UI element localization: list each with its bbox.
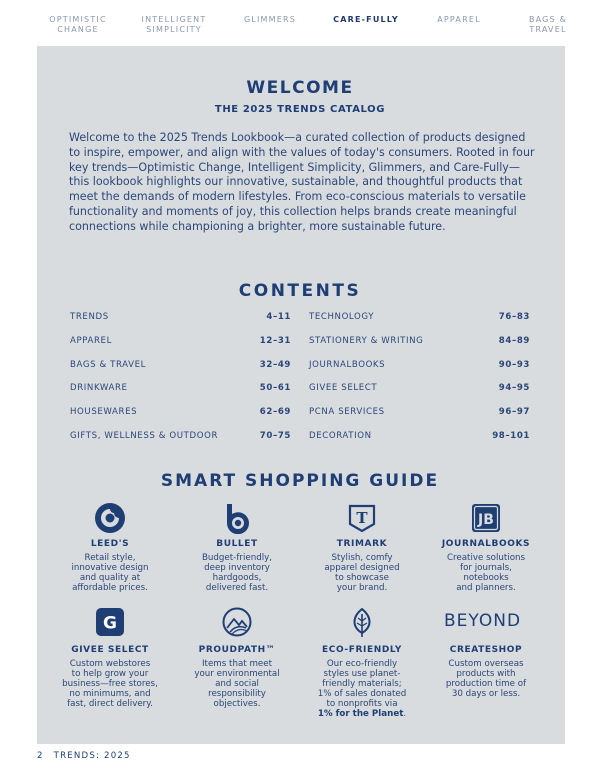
- toc-label: GIVEE SELECT: [309, 383, 378, 393]
- toc-label: BAGS & TRAVEL: [70, 360, 146, 370]
- proudpath-logo-icon: [221, 606, 253, 638]
- toc-pages: 90–93: [498, 360, 530, 370]
- toc-pages: 94–95: [498, 383, 530, 393]
- beyond-wordmark: BEYOND: [444, 611, 522, 631]
- guide-desc-bullet: Budget-friendly, deep inventory hardgoods, delivered fast.: [201, 553, 273, 593]
- toc-pages: 70–75: [259, 431, 291, 441]
- toc-label: DECORATION: [309, 431, 372, 441]
- nav-item-bags-travel[interactable]: BAGS & TRAVEL: [528, 15, 568, 34]
- journalbooks-logo-icon: [470, 502, 502, 534]
- toc-pages: 62–69: [259, 407, 291, 417]
- one-percent-for-the-planet: 1% for the Planet: [317, 709, 404, 719]
- nav-item-apparel[interactable]: APPAREL: [437, 15, 481, 24]
- toc-row[interactable]: [309, 312, 530, 324]
- toc-label: TECHNOLOGY: [309, 312, 375, 322]
- toc-pages: 84–89: [498, 336, 530, 346]
- toc-row[interactable]: [309, 407, 530, 419]
- welcome-body: Welcome to the 2025 Trends Lookbook—a curated collection of products designed to inspire, empower, and align with the values of today's consumers. Rooted in four key trends—Optimistic Change, Intelligent Simplicity, Glimmers, and Care-Fully—this lookbook highlights our innovative, sustainable, and thoughtful products that meet the demands of modern lifestyles. From eco-conscious materials to versatile functionality and moments of joy, this collection helps brands create meaningful connections while championing a brighter, more sustainable future.: [69, 131, 535, 233]
- toc-label: GIFTS, WELLNESS & OUTDOOR: [70, 431, 219, 441]
- guide-desc-proudpath: Items that meet your environmental and social responsibility objectives.: [194, 659, 280, 709]
- guide-desc-trimark: Stylish, comfy apparel designed to showcase your brand.: [324, 553, 400, 593]
- guide-name-trimark: TRIMARK: [336, 539, 388, 549]
- nav-item-intelligent-simplicity[interactable]: INTELLIGENT SIMPLICITY: [141, 15, 207, 34]
- eco-desc-end: .: [403, 709, 407, 719]
- toc-row[interactable]: [70, 336, 291, 348]
- welcome-subtitle: THE 2025 TRENDS CATALOG: [214, 104, 386, 115]
- footer-label: TRENDS: 2025: [53, 751, 131, 761]
- guide-name-bullet: BULLET: [216, 539, 258, 549]
- guide-name-proudpath: PROUDPATH™: [198, 645, 276, 655]
- toc-label: TRENDS: [70, 312, 109, 322]
- guide-name-eco-friendly: ECO-FRIENDLY: [322, 645, 402, 655]
- guide-title: SMART SHOPPING GUIDE: [160, 471, 440, 491]
- nav-item-glimmers[interactable]: GLIMMERS: [243, 15, 297, 24]
- toc-row[interactable]: [70, 312, 291, 324]
- guide-desc-createshop: Custom overseas products with production time of 30 days or less.: [445, 659, 527, 699]
- nav-item-care-fully[interactable]: CARE-FULLY: [333, 15, 399, 24]
- eco-desc-text: Our eco-friendly styles use planet- friendly materials; 1% of sales donated to nonprofits via: [317, 659, 407, 709]
- toc-pages: 4–11: [266, 312, 291, 322]
- toc-pages: 12–31: [259, 336, 291, 346]
- toc-row[interactable]: [70, 431, 291, 443]
- guide-desc-journalbooks: Creative solutions for journals, notebooks and planners.: [446, 553, 526, 593]
- page-number: 2: [37, 751, 44, 761]
- toc-pages: 50–61: [259, 383, 291, 393]
- guide-desc-leeds: Retail style, innovative design and quality at affordable prices.: [71, 553, 149, 593]
- toc-row[interactable]: [309, 336, 530, 348]
- trimark-logo-icon: [346, 502, 378, 534]
- toc-row[interactable]: [309, 360, 530, 372]
- guide-name-journalbooks: JOURNALBOOKS: [441, 539, 531, 549]
- toc-pages: 98–101: [492, 431, 530, 441]
- page-footer: [37, 751, 131, 761]
- guide-desc-givee-select: Custom webstores to help grow your business—free stores, no minimums, and fast, direct delivery.: [62, 659, 158, 709]
- trimark-letter: T: [356, 509, 368, 527]
- leeds-logo-icon: [94, 502, 126, 534]
- toc-label: STATIONERY & WRITING: [309, 336, 424, 346]
- toc-label: HOUSEWARES: [70, 407, 138, 417]
- guide-name-givee-select: GIVEE SELECT: [71, 645, 149, 655]
- guide-name-createshop: CREATESHOP: [449, 645, 523, 655]
- givee-letter: G: [103, 613, 117, 634]
- toc-label: PCNA SERVICES: [309, 407, 385, 417]
- toc-label: APPAREL: [70, 336, 112, 346]
- givee-select-logo-icon: [94, 606, 126, 638]
- guide-desc-eco-friendly: [297, 659, 427, 719]
- toc-pages: 76–83: [498, 312, 530, 322]
- toc-pages: 96–97: [498, 407, 530, 417]
- toc-label: DRINKWARE: [70, 383, 128, 393]
- toc-row[interactable]: [309, 431, 530, 443]
- toc-row[interactable]: [309, 383, 530, 395]
- leaf-icon: [346, 606, 378, 638]
- toc-row[interactable]: [70, 383, 291, 395]
- bullet-logo-icon: [221, 502, 253, 534]
- contents-title: CONTENTS: [238, 281, 362, 301]
- guide-name-leeds: LEED'S: [90, 539, 130, 549]
- nav-item-optimistic-change[interactable]: OPTIMISTIC CHANGE: [49, 15, 107, 34]
- toc-label: JOURNALBOOKS: [309, 360, 386, 370]
- toc-row[interactable]: [70, 407, 291, 419]
- top-nav: [38, 15, 572, 39]
- journalbooks-letters: JB: [478, 512, 494, 528]
- toc-row[interactable]: [70, 360, 291, 372]
- welcome-title: WELCOME: [246, 78, 354, 98]
- toc-pages: 32–49: [259, 360, 291, 370]
